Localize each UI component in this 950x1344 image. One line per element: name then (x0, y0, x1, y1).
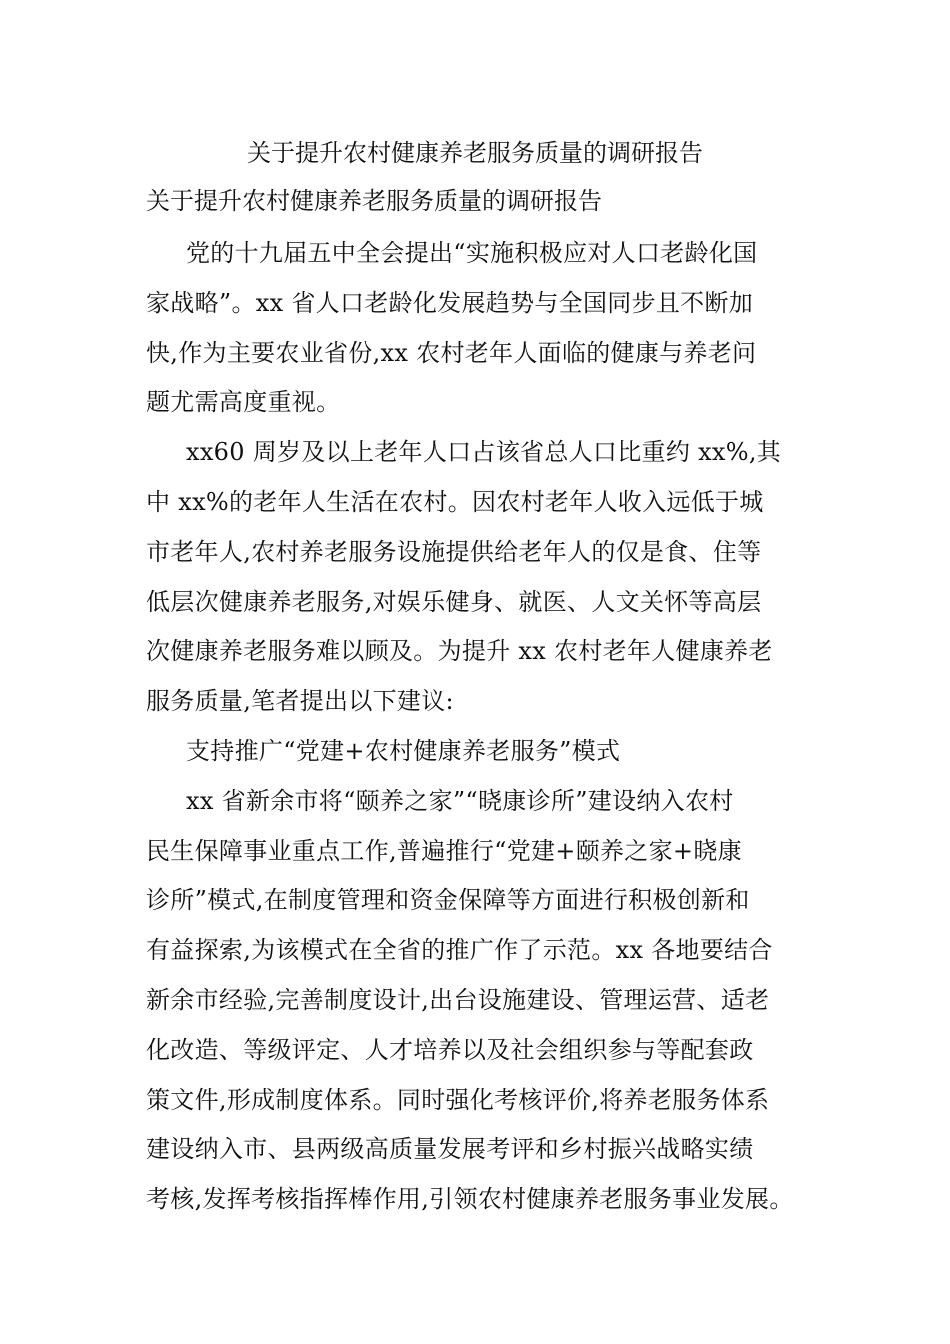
text-line: 中 xx%的老年人生活在农村。因农村老年人收入远低于城 (146, 487, 764, 516)
text-line: 化改造、等级评定、人才培养以及社会组织参与等配套政 (146, 1035, 754, 1064)
text-line: 建设纳入市、县两级高质量发展考评和乡村振兴战略实绩 (146, 1135, 754, 1164)
text-line: 新余市经验,完善制度设计,出台设施建设、管理运营、适老 (146, 985, 770, 1014)
text-line: 市老年人,农村养老服务设施提供给老年人的仅是食、住等 (146, 537, 762, 566)
text-line: 快,作为主要农业省份,xx 农村老年人面临的健康与养老问 (146, 338, 757, 367)
text-line: 策文件,形成制度体系。同时强化考核评价,将养老服务体系 (146, 1085, 770, 1114)
text-line: 民生保障事业重点工作,普遍推行“党建+颐养之家+晓康 (146, 836, 742, 865)
text-line: 考核,发挥考核指挥棒作用,引领农村健康养老服务事业发展。 (146, 1185, 794, 1214)
document-title: 关于提升农村健康养老服务质量的调研报告 (247, 139, 703, 167)
text-line: 党的十九届五中全会提出“实施积极应对人口老龄化国 (186, 239, 758, 267)
text-line: 家战略”。xx 省人口老龄化发展趋势与全国同步且不断加 (146, 288, 754, 317)
text-line: 次健康养老服务难以顾及。为提升 xx 农村老年人健康养老 (146, 637, 773, 666)
text-line: 有益探索,为该模式在全省的推广作了示范。xx 各地要结合 (146, 936, 773, 965)
text-line: 支持推广“党建+农村健康养老服务”模式 (186, 736, 621, 765)
text-line: xx 省新余市将“颐养之家”“晓康诊所”建设纳入农村 (186, 786, 734, 815)
text-line: 服务质量,笔者提出以下建议: (146, 687, 454, 716)
text-line: 低层次健康养老服务,对娱乐健身、就医、人文关怀等高层 (146, 587, 762, 616)
text-line: 题尤需高度重视。 (146, 388, 341, 417)
document-subtitle: 关于提升农村健康养老服务质量的调研报告 (146, 187, 602, 215)
text-line: 诊所”模式,在制度管理和资金保障等方面进行积极创新和 (146, 886, 750, 915)
text-line: xx60 周岁及以上老年人口占该省总人口比重约 xx%,其 (186, 438, 782, 467)
document-body (146, 229, 822, 1225)
